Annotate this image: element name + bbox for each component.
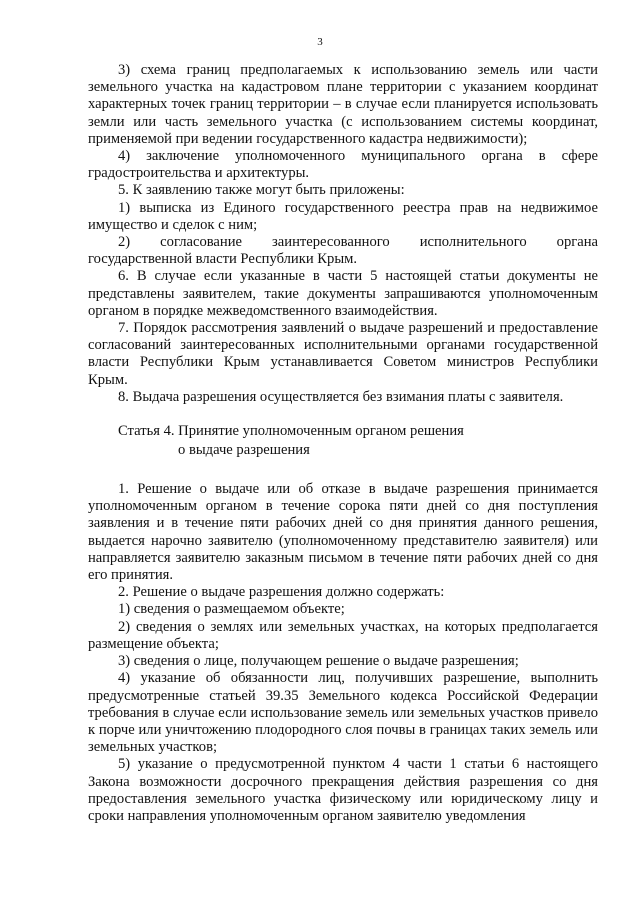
paragraph-part-5-item-1: 1) выписка из Единого государственного реестра прав на недвижимое имущество и сделок с ним; — [88, 199, 598, 233]
paragraph-art4-item-5: 5) указание о предусмотренной пунктом 4 части 1 статьи 6 настоящего Закона возможности досрочного прекращения действия разрешения со дня предоставления земельного участка физическому или юридическому лицу и сроки направления уполномоченным органом заявителю уведомления — [88, 756, 598, 824]
article-heading-line1: Статья 4. Принятие уполномоченным органом решения — [118, 423, 464, 440]
article-heading — [88, 422, 598, 460]
paragraph-art4-item-4: 4) указание об обязанности лиц, получивших разрешение, выполнить предусмотренные статьей 39.35 Земельного кодекса Российской Федерации требования в случае если использование земель или земельных участков привело к порче или уничтожению плодородного слоя почвы в границах таких земель или земельных участков; — [88, 670, 598, 756]
paragraph-part-5-item-2: 2) согласование заинтересованного исполнительного органа государственной власти Республики Крым. — [88, 234, 598, 268]
article-heading-line2: о выдаче разрешения — [178, 442, 310, 459]
paragraph-part-8: 8. Выдача разрешения осуществляется без взимания платы с заявителя. — [118, 388, 564, 405]
paragraph-art4-part-2: 2. Решение о выдаче разрешения должно содержать: — [118, 584, 445, 601]
paragraph-art4-item-3: 3) сведения о лице, получающем решение о выдаче разрешения; — [118, 653, 519, 670]
paragraph-art4-item-1: 1) сведения о размещаемом объекте; — [118, 601, 345, 618]
paragraph-art4-item-2: 2) сведения о землях или земельных участках, на которых предполагается размещение объекта; — [88, 618, 598, 652]
paragraph-item-4-conclusion: 4) заключение уполномоченного муниципального органа в сфере градостроительства и архитектуры. — [88, 148, 598, 182]
paragraph-art4-part-1: 1. Решение о выдаче или об отказе в выдаче разрешения принимается уполномоченным органом в течение сорока пяти дней со дня поступления заявления и в течение пяти рабочих дней со дня принятия данного решения, выдается нарочно заявителю (уполномоченному представителю заявителя) или направляется заявителю заказным письмом в течение пяти рабочих дней со дня его принятия. — [88, 481, 598, 584]
document-body — [88, 62, 598, 825]
paragraph-part-6: 6. В случае если указанные в части 5 настоящей статьи документы не представлены заявителем, такие документы запрашиваются уполномоченным органом в порядке межведомственного взаимодействия. — [88, 268, 598, 319]
paragraph-part-7: 7. Порядок рассмотрения заявлений о выдаче разрешений и предоставление согласований заинтересованных исполнительными органами государственной власти Республики Крым устанавливается Советом министров Республики Крым. — [88, 320, 598, 388]
paragraph-part-5: 5. К заявлению также могут быть приложены: — [118, 182, 405, 199]
paragraph-item-3-boundary-scheme: 3) схема границ предполагаемых к использованию земель или части земельного участка на кадастровом плане территории с указанием координат характерных точек границ территории – в случае если планируется использовать земли или часть земельного участка (с использованием системы координат, применяемой при ведении государственного кадастра недвижимости); — [88, 62, 598, 147]
page-number: 3 — [317, 36, 323, 48]
